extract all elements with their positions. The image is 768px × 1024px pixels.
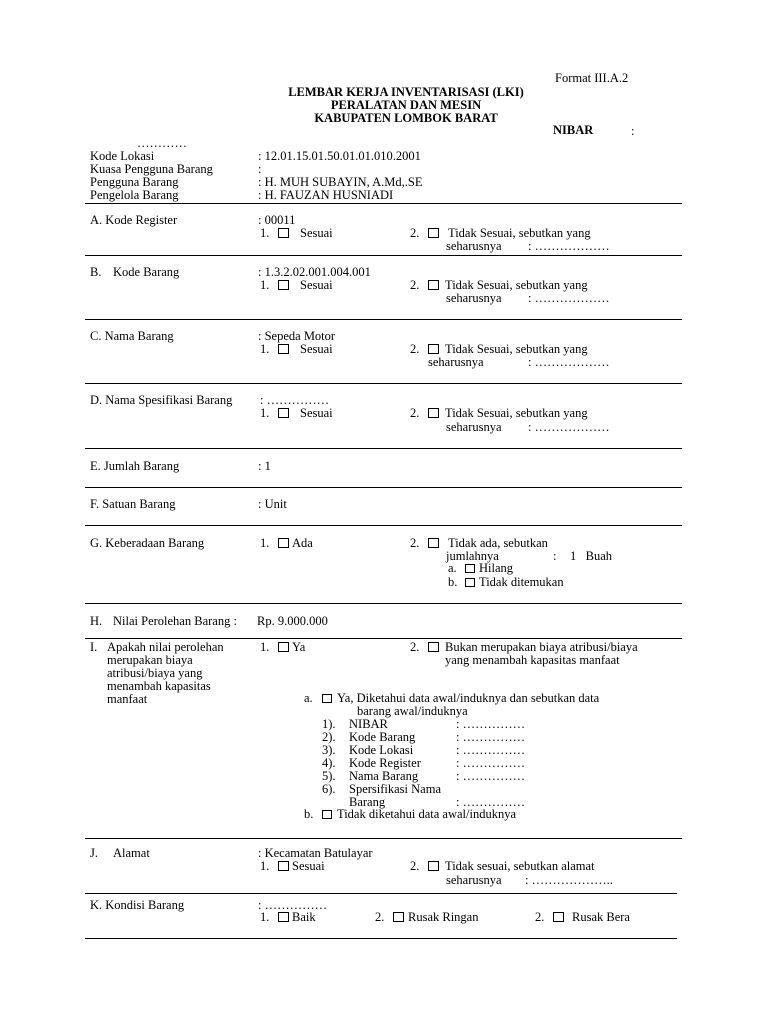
i-opt2-no: 2. <box>410 640 420 654</box>
section-c-label: C. Nama Barang <box>90 329 174 343</box>
section-i-label-line: atribusi/biaya yang <box>107 666 203 680</box>
k-opt1-checkbox[interactable] <box>278 911 289 924</box>
i-sub-a-label: Ya, Diketahui data awal/induknya dan sebutkan data <box>337 691 600 705</box>
a-opt1-label: Sesuai <box>300 226 333 240</box>
section-c-value: : Sepeda Motor <box>258 329 336 343</box>
k-opt1-no: 1. <box>260 910 270 924</box>
section-b-no: B. <box>90 265 102 279</box>
i-opt1-checkbox[interactable] <box>278 641 289 654</box>
section-a-value: : 00011 <box>258 213 296 227</box>
c-opt1-checkbox[interactable] <box>278 343 289 356</box>
b-opt2-label: Tidak Sesuai, sebutkan yang <box>445 278 588 292</box>
j-opt2-line2: seharusnya <box>446 873 502 887</box>
section-i-no: I. <box>90 640 98 654</box>
i-sub-a-checkbox[interactable] <box>322 692 332 705</box>
c-opt2-value: : ……………… <box>528 355 610 369</box>
section-k-label: K. Kondisi Barang <box>90 898 185 912</box>
d-opt2-no: 2. <box>410 406 420 420</box>
i-item-value: : …………… <box>456 743 526 757</box>
i-opt2-line2: yang menambah kapasitas manfaat <box>445 653 620 667</box>
kuasa-value: : <box>258 162 262 176</box>
b-opt1-label: Sesuai <box>300 278 333 292</box>
section-i-label-line: Apakah nilai perolehan <box>107 640 224 654</box>
i-item-no: 3). <box>322 743 336 757</box>
divider <box>85 448 682 449</box>
g-opt2-line2: jumlahnya <box>446 549 499 563</box>
b-opt2-checkbox[interactable] <box>428 279 439 292</box>
a-opt1-no: 1. <box>260 226 270 240</box>
c-opt1-no: 1. <box>260 342 270 356</box>
nibar-value: ………… <box>137 136 187 150</box>
g-sub-b-label: Tidak ditemukan <box>479 575 564 589</box>
title-line-3: KABUPATEN LOMBOK BARAT <box>314 111 498 125</box>
k-opt3-checkbox[interactable] <box>553 911 564 924</box>
c-opt1-label: Sesuai <box>300 342 333 356</box>
i-item-no: 5). <box>322 769 336 783</box>
divider <box>85 319 682 320</box>
k-opt2-label: Rusak Ringan <box>408 910 479 924</box>
j-opt2-checkbox[interactable] <box>428 860 439 873</box>
i-item-value: : …………… <box>456 730 526 744</box>
section-a-label: A. Kode Register <box>90 213 178 227</box>
i-item-label: NIBAR <box>349 717 388 731</box>
g-opt1-label: Ada <box>292 536 313 550</box>
section-j-value: : Kecamatan Batulayar <box>258 846 373 860</box>
j-opt2-no: 2. <box>410 859 420 873</box>
kode-lokasi-value: : 12.01.15.01.50.01.01.010.2001 <box>258 149 421 163</box>
g-opt2-no: 2. <box>410 536 420 550</box>
g-sub-b-no: b. <box>448 575 458 589</box>
k-opt3-label: Rusak Bera <box>572 910 630 924</box>
j-opt2-label: Tidak sesuai, sebutkan alamat <box>445 859 595 873</box>
a-opt2-label: Tidak Sesuai, sebutkan yang <box>448 226 591 240</box>
i-item-label: Kode Barang <box>349 730 416 744</box>
section-e-value: : 1 <box>258 459 271 473</box>
section-d-label: D. Nama Spesifikasi Barang <box>90 393 233 407</box>
j-opt1-no: 1. <box>260 859 270 873</box>
i-sub-a-no: a. <box>304 691 313 705</box>
i-item-label-line2: Barang <box>349 795 386 809</box>
i-opt1-label: Ya <box>292 640 306 654</box>
d-opt1-label: Sesuai <box>300 406 333 420</box>
section-g-label: G. Keberadaan Barang <box>90 536 205 550</box>
j-opt1-label: Sesuai <box>292 859 325 873</box>
i-item-label: Spersifikasi Nama <box>349 782 441 796</box>
g-opt2-sep: : <box>553 549 557 563</box>
a-opt2-no: 2. <box>410 226 420 240</box>
g-opt1-checkbox[interactable] <box>278 537 289 550</box>
section-j-label: Alamat <box>113 846 150 860</box>
g-sub-b-checkbox[interactable] <box>465 576 475 589</box>
section-h-no: H. <box>90 614 103 628</box>
i-item-value: : …………… <box>456 769 526 783</box>
i-sub-b-checkbox[interactable] <box>322 808 332 821</box>
a-opt1-checkbox[interactable] <box>278 227 289 240</box>
i-sub-a-line2: barang awal/induknya <box>357 704 468 718</box>
i-opt1-no: 1. <box>260 640 270 654</box>
b-opt1-checkbox[interactable] <box>278 279 289 292</box>
c-opt2-line2: seharusnya <box>428 355 484 369</box>
g-opt2-checkbox[interactable] <box>428 537 439 550</box>
g-sub-a-label: Hilang <box>479 561 514 575</box>
g-opt2-label: Tidak ada, sebutkan <box>448 536 548 550</box>
i-item-label: Kode Lokasi <box>349 743 414 757</box>
divider <box>85 893 677 894</box>
g-opt1-no: 1. <box>260 536 270 550</box>
k-opt1-label: Baik <box>292 910 316 924</box>
j-opt1-checkbox[interactable] <box>278 860 289 873</box>
i-item-no: 1). <box>322 717 336 731</box>
i-item-value: : …………… <box>456 756 526 770</box>
section-f-value: : Unit <box>258 497 287 511</box>
c-opt2-label: Tidak Sesuai, sebutkan yang <box>445 342 588 356</box>
section-f-label: F. Satuan Barang <box>90 497 176 511</box>
section-j-no: J. <box>90 846 98 860</box>
divider <box>85 638 682 639</box>
i-item-no: 4). <box>322 756 336 770</box>
a-opt2-checkbox[interactable] <box>428 227 439 240</box>
section-i-label-line: manfaat <box>107 692 148 706</box>
kuasa-label: Kuasa Pengguna Barang <box>90 162 213 176</box>
j-opt2-value: : ……………….. <box>525 873 613 887</box>
i-item-value: : …………… <box>456 795 526 809</box>
pengelola-label: Pengelola Barang <box>90 188 179 202</box>
divider <box>85 487 682 488</box>
section-i-label-line: menambah kapasitas <box>107 679 211 693</box>
divider <box>85 255 682 256</box>
d-opt2-checkbox[interactable] <box>428 407 439 420</box>
b-opt2-value: : ……………… <box>528 291 610 305</box>
g-opt2-value: 1 Buah <box>570 549 613 563</box>
title-line-2: PERALATAN DAN MESIN <box>330 98 482 112</box>
i-opt2-checkbox[interactable] <box>428 641 439 654</box>
i-sub-b-no: b. <box>304 807 314 821</box>
section-h-label: Nilai Perolehan Barang : <box>113 614 237 628</box>
k-opt3-no: 2. <box>535 910 545 924</box>
k-opt2-checkbox[interactable] <box>393 911 404 924</box>
pengelola-value: : H. FAUZAN HUSNIADI <box>258 188 394 202</box>
kode-lokasi-label: Kode Lokasi <box>90 149 155 163</box>
section-k-value: : …………… <box>258 898 328 912</box>
d-opt2-label: Tidak Sesuai, sebutkan yang <box>445 406 588 420</box>
divider <box>85 603 682 604</box>
g-sub-a-checkbox[interactable] <box>465 562 475 575</box>
title-line-1: LEMBAR KERJA INVENTARISASI (LKI) <box>288 85 524 99</box>
pengguna-label: Pengguna Barang <box>90 175 179 189</box>
d-opt2-line2: seharusnya <box>446 420 502 434</box>
format-code: Format III.A.2 <box>555 71 629 85</box>
i-item-no: 6). <box>322 782 336 796</box>
a-opt2-line2: seharusnya <box>446 239 502 253</box>
d-opt1-checkbox[interactable] <box>278 407 289 420</box>
divider <box>85 838 682 839</box>
i-item-label: Kode Register <box>349 756 421 770</box>
nibar-sep: : <box>631 124 635 138</box>
divider <box>85 938 677 939</box>
b-opt2-line2: seharusnya <box>446 291 502 305</box>
section-i-label-line: merupakan biaya <box>107 653 193 667</box>
pengguna-value: : H. MUH SUBAYIN, A.Md,.SE <box>258 175 423 189</box>
i-opt2-label: Bukan merupakan biaya atribusi/biaya <box>445 640 638 654</box>
i-item-label: Nama Barang <box>349 769 419 783</box>
c-opt2-no: 2. <box>410 342 420 356</box>
g-sub-a-no: a. <box>448 561 457 575</box>
b-opt1-no: 1. <box>260 278 270 292</box>
i-item-value: : …………… <box>456 717 526 731</box>
section-b-value: : 1.3.2.02.001.004.001 <box>258 265 371 279</box>
k-opt2-no: 2. <box>375 910 385 924</box>
nibar-label: NIBAR <box>553 123 594 137</box>
divider <box>85 203 682 204</box>
d-opt1-no: 1. <box>260 406 270 420</box>
section-d-value: : …………… <box>260 393 330 407</box>
i-sub-b-label: Tidak diketahui data awal/induknya <box>337 807 517 821</box>
a-opt2-value: : ……………… <box>528 239 610 253</box>
section-b-label: Kode Barang <box>113 265 180 279</box>
i-item-no: 2). <box>322 730 336 744</box>
section-h-value: Rp. 9.000.000 <box>257 614 328 628</box>
section-e-label: E. Jumlah Barang <box>90 459 180 473</box>
b-opt2-no: 2. <box>410 278 420 292</box>
divider <box>85 383 682 384</box>
d-opt2-value: : ……………… <box>528 420 610 434</box>
divider <box>85 525 682 526</box>
